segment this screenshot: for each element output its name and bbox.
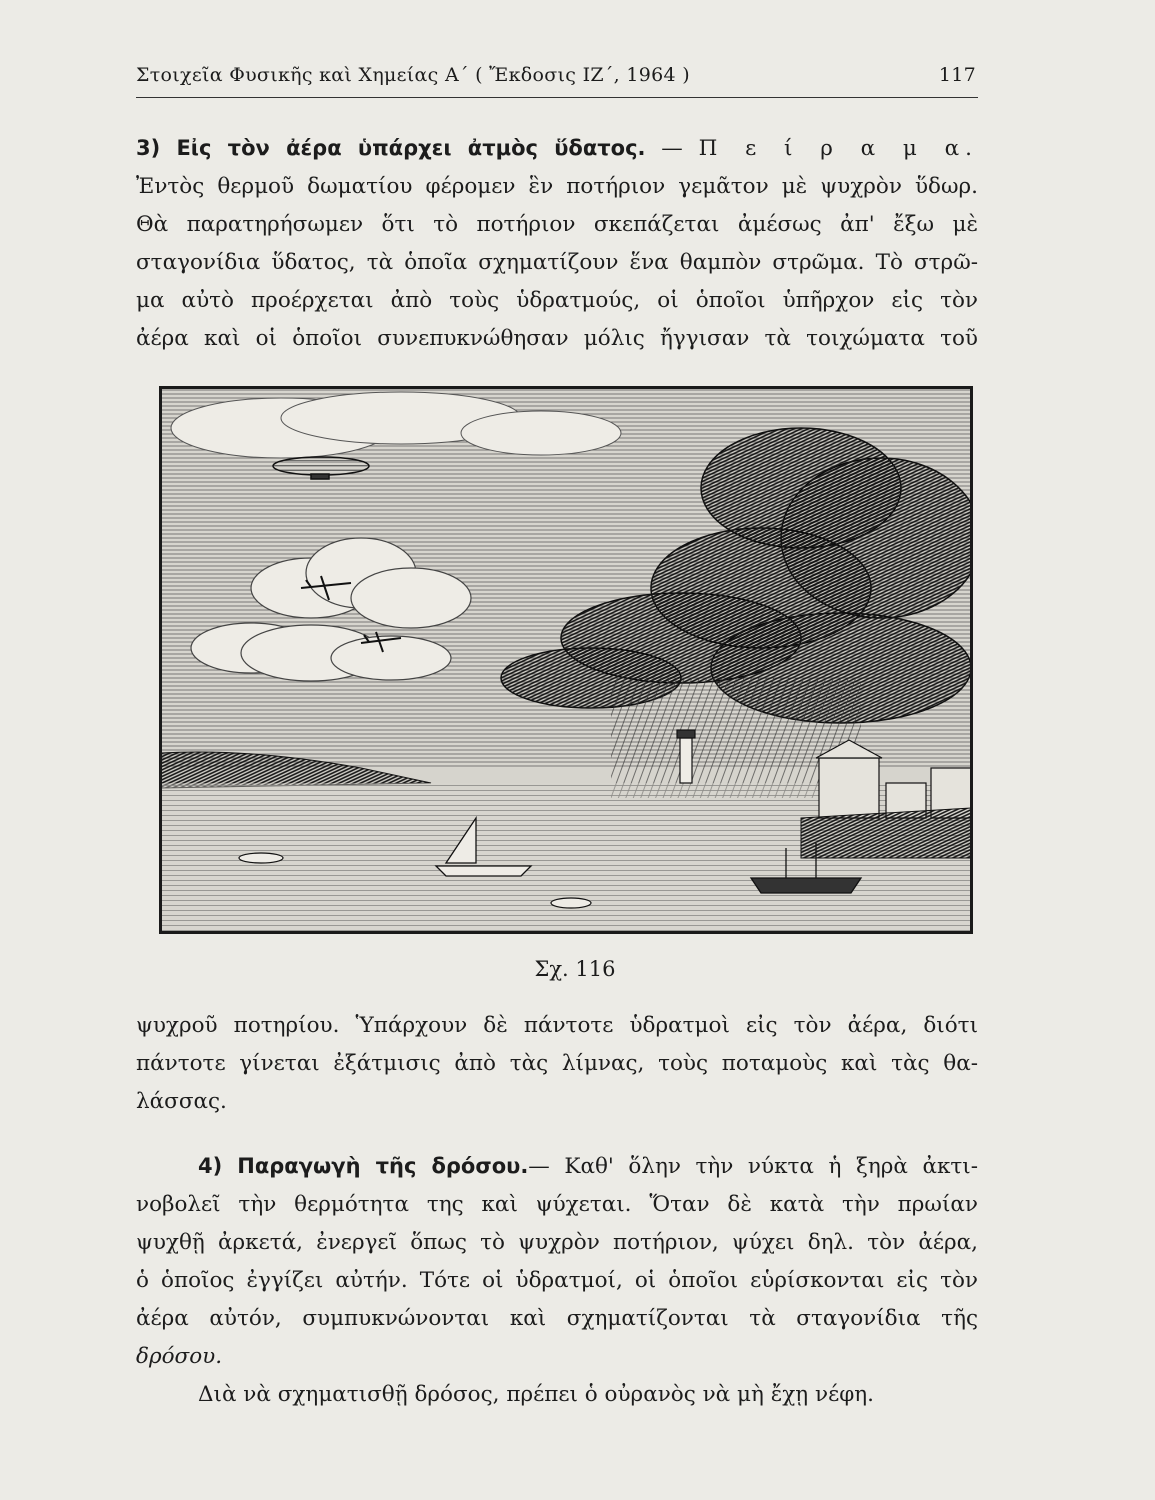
text-line: ἀέρα αὐτόν, συμπυκνώνονται καὶ σχηματίζονται τὰ σταγονίδια τῆς [136,1306,978,1331]
italic-term: δρόσου. [136,1344,223,1369]
section-3-heading: 3) Εἰς τὸν ἀέρα ὑπάρχει ἀτμὸς ὕδατος. [136,136,646,160]
text-line: ψυχροῦ ποτηρίου. Ὑπάρχουν δὲ πάντοτε ὑδρατμοὶ εἰς τὸν ἀέρα, διότι [136,1013,978,1038]
lighthouse [677,730,695,783]
section-4-heading: 4) Παραγωγὴ τῆς δρόσου. [198,1154,529,1178]
text-line: μα αὐτὸ προέρχεται ἀπὸ τοὺς ὑδρατμούς, οἱ ὁποῖοι ὑπῆρχον εἰς τὸν [136,288,978,313]
section-3-paragraph [136,129,978,358]
text-line: Διὰ νὰ σχηματισθῇ δρόσος, πρέπει ὁ οὐρανὸς νὰ μὴ ἔχῃ νέφη. [198,1382,874,1407]
text-line: Ἐντὸς θερμοῦ δωματίου φέρομεν ἓν ποτήριον γεμᾶτον μὲ ψυχρὸν ὕδωρ. [136,174,978,199]
running-head [136,62,978,92]
text-line: σταγονίδια ὕδατος, τὰ ὁποῖα σχηματίζουν ἕνα θαμπὸν στρῶμα. Τὸ στρῶ- [136,250,978,275]
rowboat [239,853,283,863]
book-title: Στοιχεῖα Φυσικῆς καὶ Χημείας Α΄ ( Ἔκδοσις ΙΖ΄, 1964 ) [136,64,690,86]
experiment-label: Π ε ί ρ α μ α. [698,136,978,161]
text-line: ψυχθῇ ἀρκετά, ἐνεργεῖ ὅπως τὸ ψυχρὸν ποτήριον, ψύχει δηλ. τὸν ἀέρα, [136,1230,978,1255]
text-line: λάσσας. [136,1089,227,1114]
section-4-paragraph [136,1147,978,1414]
section-3-continuation [136,1007,978,1121]
header-rule [136,97,978,98]
text-line: νοβολεῖ τὴν θερμότητα της καὶ ψύχεται. Ὅταν δὲ κατὰ τὴν πρωίαν [136,1192,978,1217]
figure-116-illustration [159,386,973,934]
text-line: πάντοτε γίνεται ἐξάτμισις ἀπὸ τὰς λίμνας, τοὺς ποταμοὺς καὶ τὰς θα- [136,1051,978,1076]
section-4-heading-line [136,1147,978,1186]
text-fragment: — Καθ' ὅλην τὴν νύκτα ἡ ξηρὰ ἀκτι- [528,1154,978,1179]
text-line: ἀέρα καὶ οἱ ὁποῖοι συνεπυκνώθησαν μόλις ἤγγισαν τὰ τοιχώματα τοῦ [136,326,978,351]
figure-caption: Σχ. 116 [534,957,616,981]
rowboat [551,898,591,908]
page-number: 117 [938,64,976,86]
heading-dash: — [645,136,699,161]
section-3-heading-line [136,129,978,168]
text-line: ὁ ὁποῖος ἐγγίζει αὐτήν. Τότε οἱ ὑδρατμοί, οἱ ὁποῖοι εὑρίσκονται εἰς τὸν [136,1268,978,1293]
text-line: Θὰ παρατηρήσωμεν ὅτι τὸ ποτήριον σκεπάζεται ἀμέσως ἀπ' ἔξω μὲ [136,212,978,237]
